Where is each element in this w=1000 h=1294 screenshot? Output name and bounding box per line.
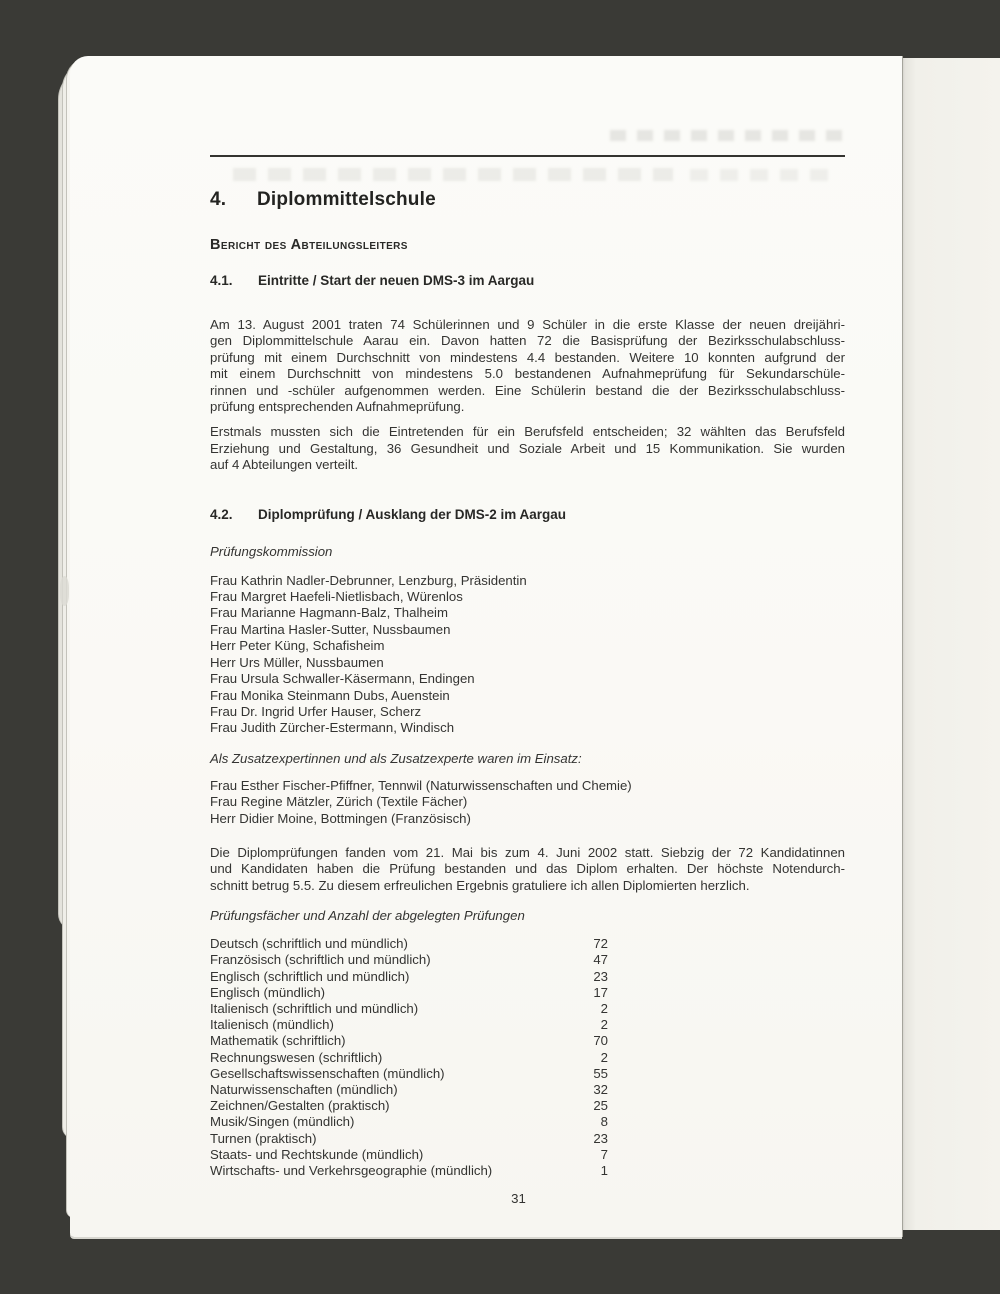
subject-cell: Rechnungswesen (schriftlich) [210, 1049, 383, 1065]
section-42-number: 4.2. [210, 506, 233, 522]
paragraph-diplompruefung [210, 845, 845, 894]
text-line: Erstmals mussten sich die Eintretenden für ein Berufsfeld entscheiden; 32 wählten das Berufsfeld [210, 424, 845, 440]
count-cell: 1 [600, 1163, 608, 1178]
table-row [210, 936, 845, 952]
count-cell: 17 [593, 984, 608, 1000]
exam-table-caption: Prüfungsfächer und Anzahl der abgelegten Prüfungen [210, 908, 525, 924]
table-row [210, 1066, 845, 1082]
experts-list [210, 778, 845, 827]
subject-cell: Zeichnen/Gestalten (praktisch) [210, 1098, 390, 1114]
subject-cell: Italienisch (mündlich) [210, 1017, 334, 1033]
count-cell: 55 [593, 1065, 608, 1081]
commission-member: Frau Dr. Ingrid Urfer Hauser, Scherz [210, 703, 422, 719]
subject-cell: Gesellschaftswissenschaften (mündlich) [210, 1065, 445, 1081]
chapter-number: 4. [210, 189, 227, 210]
table-row [210, 985, 845, 1001]
subject-cell: Deutsch (schriftlich und mündlich) [210, 936, 408, 952]
facing-page-edge [898, 58, 1000, 1230]
subject-cell: Französisch (schriftlich und mündlich) [210, 952, 431, 968]
expert-item: Frau Regine Mätzler, Zürich (Textile Fächer) [210, 794, 468, 810]
section-41-number: 4.1. [210, 273, 233, 288]
count-cell: 8 [600, 1114, 608, 1130]
subject-cell: Musik/Singen (mündlich) [210, 1114, 355, 1130]
table-row [210, 1082, 845, 1098]
table-row [210, 1033, 845, 1049]
count-cell: 70 [593, 1033, 608, 1049]
table-row [210, 1163, 845, 1179]
count-cell: 2 [600, 1017, 608, 1033]
text-line: mit einem Durchschnitt von mindestens 5.0 bestandenen Aufnahmeprüfung für Sekundarschüle- [210, 366, 845, 382]
table-row [210, 1098, 845, 1114]
expert-item: Frau Esther Fischer-Pfiffner, Tennwil (Naturwissenschaften und Chemie) [210, 777, 632, 793]
count-cell: 72 [593, 936, 608, 952]
section-42-heading [210, 506, 845, 523]
text-line: Die Diplomprüfungen fanden vom 21. Mai bis zum 4. Juni 2002 statt. Siebzig der 72 Kandidatinnen [210, 844, 845, 860]
count-cell: 23 [593, 968, 608, 984]
report-author-label: Bericht des Abteilungsleiters [210, 237, 408, 253]
commission-member: Frau Margret Haefeli-Nietlisbach, Würenlos [210, 589, 463, 605]
commission-member: Herr Urs Müller, Nussbaumen [210, 654, 384, 670]
table-row [210, 1017, 845, 1033]
commission-member: Frau Kathrin Nadler-Debrunner, Lenzburg, Präsidentin [210, 572, 527, 588]
subject-cell: Turnen (praktisch) [210, 1130, 317, 1146]
subject-cell: Wirtschafts- und Verkehrsgeographie (mündlich) [210, 1163, 493, 1178]
subject-cell: Staats- und Rechtskunde (mündlich) [210, 1146, 424, 1162]
commission-member: Frau Marianne Hagmann-Balz, Thalheim [210, 605, 448, 621]
commission-heading: Prüfungskommission [210, 543, 333, 559]
count-cell: 7 [600, 1146, 608, 1162]
exam-table [210, 936, 845, 1179]
commission-list [210, 573, 845, 737]
section-42-title: Diplomprüfung / Ausklang der DMS-2 im Aargau [258, 506, 567, 522]
ink-bleedthrough [610, 130, 842, 141]
paragraph-entries [210, 317, 845, 415]
section-41-title: Eintritte / Start der neuen DMS-3 im Aargau [258, 273, 535, 288]
table-row [210, 969, 845, 985]
text-line: rinnen und -schüler aufgenommen werden. Eine Schülerin bestand die der Bezirksschulabschluss- [210, 382, 845, 398]
text-line: und Kandidaten haben die Prüfung bestanden und das Diplom erhalten. Der höchste Notendurch- [210, 861, 845, 877]
count-cell: 23 [593, 1130, 608, 1146]
text-line: auf 4 Abteilungen verteilt. [210, 457, 359, 473]
table-row [210, 1001, 845, 1017]
subject-cell: Englisch (mündlich) [210, 984, 326, 1000]
commission-member: Frau Monika Steinmann Dubs, Auenstein [210, 687, 450, 703]
page-number: 31 [511, 1191, 526, 1207]
paragraph-berufsfeld [210, 424, 845, 473]
table-row [210, 1050, 845, 1066]
expert-item: Herr Didier Moine, Bottmingen (Französisch) [210, 810, 471, 826]
text-line: gen Diplommittelschule Aarau ein. Davon hatten 72 die Basisprüfung der Bezirksschulabschluss- [210, 333, 845, 349]
count-cell: 2 [600, 1049, 608, 1065]
commission-member: Frau Ursula Schwaller-Käsermann, Endingen [210, 671, 475, 687]
chapter-heading [210, 189, 845, 211]
table-row [210, 1147, 845, 1163]
text-line: schnitt betrug 5.5. Zu diesem erfreulichen Ergebnis gratuliere ich allen Diplomierten herzlich. [210, 877, 750, 893]
subject-cell: Italienisch (schriftlich und mündlich) [210, 1000, 419, 1016]
commission-member: Frau Judith Zürcher-Estermann, Windisch [210, 720, 455, 736]
header-rule [210, 155, 845, 157]
subject-cell: Englisch (schriftlich und mündlich) [210, 968, 410, 984]
page-content [210, 155, 845, 1206]
text-line: Erziehung und Gestaltung, 36 Gesundheit und Soziale Arbeit und 15 Kommunikation. Sie wurden [210, 440, 845, 456]
table-row [210, 1114, 845, 1130]
text-line: Am 13. August 2001 traten 74 Schülerinnen und 9 Schüler in die erste Klasse der neuen dreijähri- [210, 317, 845, 332]
commission-member: Herr Peter Küng, Schafisheim [210, 638, 385, 654]
count-cell: 25 [593, 1098, 608, 1114]
count-cell: 32 [593, 1081, 608, 1097]
commission-member: Frau Martina Hasler-Sutter, Nussbaumen [210, 621, 451, 637]
text-line: prüfung mit einem Durchschnitt von mindestens 4.4 bestanden. Weitere 10 konnten aufgrund der [210, 349, 845, 365]
document-page [70, 56, 902, 1237]
subject-cell: Mathematik (schriftlich) [210, 1033, 346, 1049]
section-41-heading [210, 272, 845, 289]
count-cell: 47 [593, 952, 608, 968]
subject-cell: Naturwissenschaften (mündlich) [210, 1081, 398, 1097]
paper-edge-mark [60, 576, 69, 606]
count-cell: 2 [600, 1000, 608, 1016]
text-line: prüfung entsprechenden Aufnahmeprüfung. [210, 399, 465, 415]
experts-intro: Als Zusatzexpertinnen und als Zusatzexperte waren im Einsatz: [210, 750, 582, 766]
table-row [210, 952, 845, 968]
chapter-title: Diplommittelschule [257, 189, 436, 210]
table-row [210, 1131, 845, 1147]
